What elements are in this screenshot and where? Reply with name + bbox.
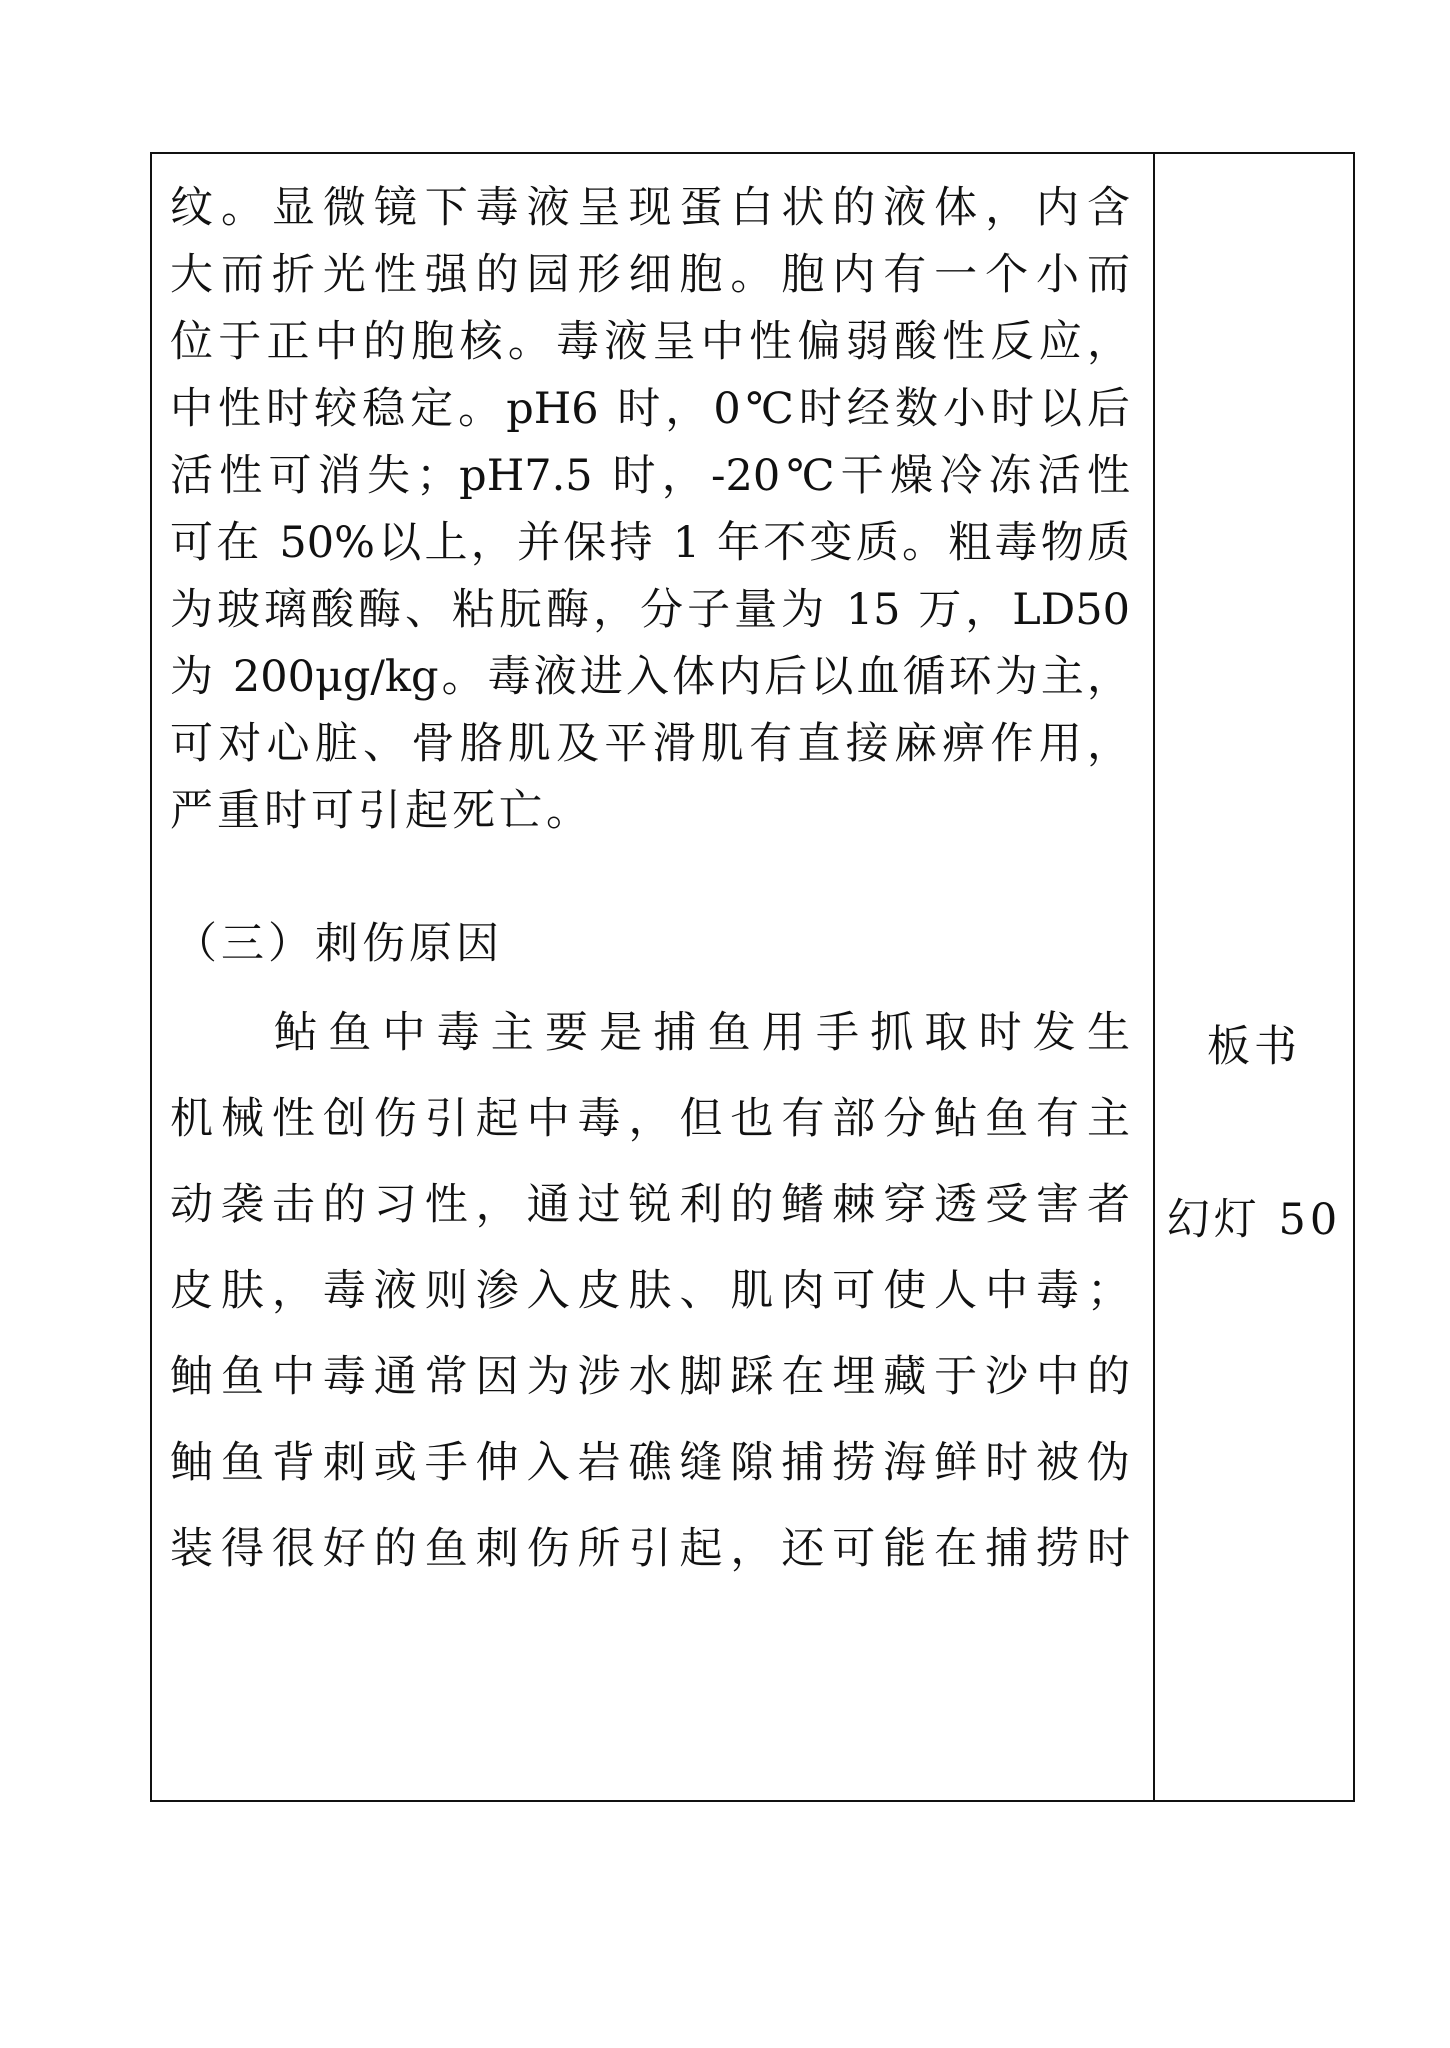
paragraph-line: 鲉鱼中毒通常因为涉水脚踩在埋藏于沙中的 xyxy=(170,1352,1130,1402)
paragraph-line: 皮肤，毒液则渗入皮肤、肌肉可使人中毒； xyxy=(170,1266,1130,1316)
paragraph-line: 鲉鱼背刺或手伸入岩礁缝隙捕捞海鲜时被伪 xyxy=(170,1438,1130,1488)
paragraph-line: 机械性创伤引起中毒，但也有部分鲇鱼有主 xyxy=(170,1094,1130,1144)
section-heading: （三）刺伤原因 xyxy=(174,919,503,969)
text-line: 严重时可引起死亡。 xyxy=(170,786,593,836)
paragraph-line: 动袭击的习性，通过锐利的鳍棘穿透受害者 xyxy=(170,1180,1130,1230)
text-line: 中性时较稳定。pH6 时，0℃时经数小时以后 xyxy=(170,384,1130,434)
main-text-cell xyxy=(152,154,1155,1800)
text-line: 可在 50%以上，并保持 1 年不变质。粗毒物质 xyxy=(170,518,1130,568)
content-table xyxy=(150,152,1355,1802)
text-line: 纹。显微镜下毒液呈现蛋白状的液体，内含 xyxy=(170,183,1130,233)
side-label-slide: 幻灯 50 xyxy=(1166,1195,1342,1245)
text-line: 位于正中的胞核。毒液呈中性偏弱酸性反应， xyxy=(170,317,1130,367)
text-line: 大而折光性强的园形细胞。胞内有一个小而 xyxy=(170,250,1130,300)
text-line: 为玻璃酸酶、粘朊酶，分子量为 15 万，LD50 xyxy=(170,585,1130,635)
side-label-board: 板书 xyxy=(1207,1022,1301,1072)
text-line: 为 200μg/kg。毒液进入体内后以血循环为主， xyxy=(170,652,1130,702)
paragraph-line: 装得很好的鱼刺伤所引起，还可能在捕捞时 xyxy=(170,1524,1130,1574)
text-line: 活性可消失；pH7.5 时，-20℃干燥冷冻活性 xyxy=(170,451,1130,501)
side-notes-cell xyxy=(1155,154,1353,1800)
text-line: 可对心脏、骨胳肌及平滑肌有直接麻痹作用， xyxy=(170,719,1130,769)
paragraph-line: 鲇鱼中毒主要是捕鱼用手抓取时发生 xyxy=(274,1008,1130,1058)
